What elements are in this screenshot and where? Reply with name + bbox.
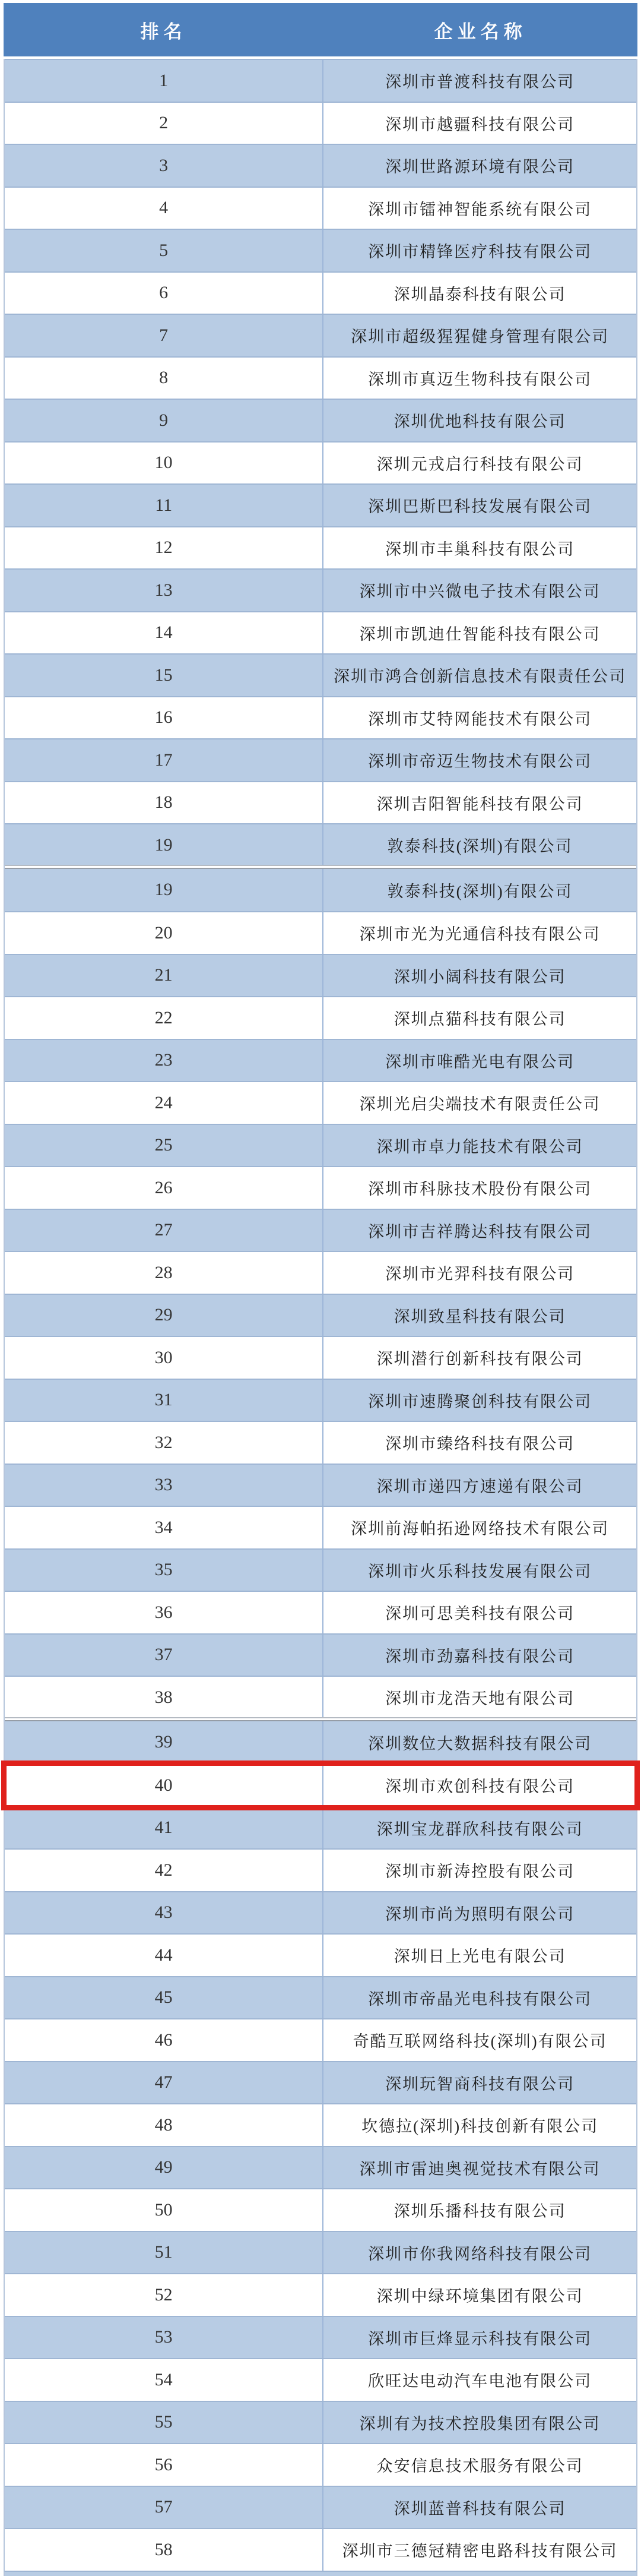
rank-cell: 57 <box>5 2487 323 2528</box>
table-row <box>5 1081 636 1124</box>
rank-cell: 33 <box>5 1465 323 1506</box>
table-row <box>5 399 636 441</box>
company-cell: 深圳小阔科技有限公司 <box>394 968 566 986</box>
rank-cell: 20 <box>5 912 323 954</box>
rank-cell: 42 <box>5 1850 323 1891</box>
rank-cell: 2 <box>5 103 323 144</box>
table-row <box>5 1676 636 1718</box>
company-cell: 深圳市艾特网能技术有限公司 <box>368 710 592 728</box>
rank-cell: 48 <box>5 2104 323 2146</box>
company-cell: 深圳晶泰科技有限公司 <box>394 285 566 304</box>
company-cell: 欣旺达电动汽车电池有限公司 <box>368 2372 592 2391</box>
company-cell: 深圳巴斯巴科技发展有限公司 <box>368 498 592 516</box>
rank-cell: 11 <box>5 485 323 526</box>
table-row <box>5 2273 636 2316</box>
rank-cell: 41 <box>5 1807 323 1849</box>
table-row <box>5 1336 636 1379</box>
company-cell: 深圳优地科技有限公司 <box>394 413 566 431</box>
table-row <box>5 1506 636 1548</box>
company-cell: 深圳市尚为照明有限公司 <box>385 1905 575 1923</box>
company-cell: 深圳有为技术控股集团有限公司 <box>359 2414 601 2433</box>
rank-cell: 22 <box>5 997 323 1039</box>
table-row <box>5 271 636 314</box>
company-cell: 深圳市火乐科技发展有限公司 <box>368 1562 592 1581</box>
table-row <box>5 1251 636 1294</box>
company-cell: 深圳玩智商科技有限公司 <box>385 2075 575 2093</box>
company-cell: 深圳市凯迪仕智能科技有限公司 <box>359 625 601 643</box>
table-row <box>5 1464 636 1506</box>
table-row <box>5 696 636 739</box>
table-row <box>5 1039 636 1082</box>
ranking-table <box>4 3 637 2576</box>
rank-cell: 29 <box>5 1295 323 1336</box>
company-cell: 深圳市巨烽显示科技有限公司 <box>368 2330 592 2348</box>
company-cell: 深圳乐播科技有限公司 <box>394 2202 566 2221</box>
company-cell: 深圳市科脉技术股份有限公司 <box>368 1180 592 1199</box>
table-row <box>5 314 636 356</box>
company-cell: 深圳世路源环境有限公司 <box>385 158 575 176</box>
company-cell: 深圳点猫科技有限公司 <box>394 1010 566 1029</box>
column-header-company: 企业名称 <box>434 21 527 42</box>
company-cell: 深圳市劲嘉科技有限公司 <box>385 1647 575 1665</box>
rank-cell: 24 <box>5 1082 323 1124</box>
table-row <box>5 869 636 912</box>
table-row <box>5 1209 636 1251</box>
rank-cell: 6 <box>5 273 323 314</box>
table-row <box>5 2486 636 2528</box>
company-cell: 深圳致星科技有限公司 <box>394 1307 566 1326</box>
table-row <box>5 229 636 271</box>
table-row <box>5 187 636 229</box>
rank-cell: 3 <box>5 145 323 187</box>
company-cell: 敦泰科技(深圳)有限公司 <box>387 882 573 900</box>
rank-cell: 39 <box>5 1721 323 1764</box>
table-row <box>5 911 636 954</box>
rank-cell: 9 <box>5 400 323 441</box>
company-cell: 深圳市鸿合创新信息技术有限责任公司 <box>334 668 627 686</box>
table-row <box>5 441 636 484</box>
company-cell: 深圳市真迈生物科技有限公司 <box>368 370 592 388</box>
table-row <box>5 2146 636 2189</box>
company-cell: 深圳市你我网络科技有限公司 <box>368 2245 592 2263</box>
table-row <box>5 1124 636 1167</box>
table-row <box>5 1933 636 1976</box>
company-cell: 奇酷互联网络科技(深圳)有限公司 <box>353 2033 607 2051</box>
rank-cell: 10 <box>5 442 323 484</box>
table-row <box>5 59 636 102</box>
rank-cell: 55 <box>5 2402 323 2444</box>
company-cell: 深圳市三德冠精密电路科技有限公司 <box>342 2542 618 2561</box>
rank-cell: 53 <box>5 2317 323 2359</box>
rank-cell: 52 <box>5 2274 323 2316</box>
table-row <box>5 1379 636 1421</box>
table-row <box>5 144 636 187</box>
company-cell: 深圳元戎启行科技有限公司 <box>376 455 583 473</box>
table-row <box>5 781 636 824</box>
rank-cell: 4 <box>5 188 323 229</box>
rank-cell: 17 <box>5 739 323 781</box>
company-cell: 深圳日上光电有限公司 <box>394 1948 566 1966</box>
table-row <box>5 1633 636 1676</box>
rank-cell: 25 <box>5 1125 323 1167</box>
table-row <box>5 2528 636 2571</box>
table-row <box>5 2358 636 2401</box>
table-row <box>5 1763 636 1806</box>
table-row <box>5 2316 636 2359</box>
company-cell: 深圳市臻络科技有限公司 <box>385 1435 575 1453</box>
table-row <box>5 2103 636 2146</box>
table-row <box>5 1421 636 1464</box>
company-cell: 深圳市普渡科技有限公司 <box>385 73 575 91</box>
table-row <box>5 2443 636 2486</box>
table-row <box>5 611 636 654</box>
table-row <box>5 1591 636 1633</box>
rank-cell: 14 <box>5 612 323 654</box>
company-cell: 深圳市新涛控股有限公司 <box>385 1863 575 1881</box>
company-cell: 深圳市帝晶光电科技有限公司 <box>368 1990 592 2008</box>
company-cell: 深圳市光为光通信科技有限公司 <box>359 925 601 944</box>
company-cell: 深圳前海帕拓逊网络技术有限公司 <box>351 1520 610 1538</box>
table-row <box>5 653 636 696</box>
table-row <box>5 996 636 1039</box>
rank-cell: 7 <box>5 315 323 356</box>
company-cell: 敦泰科技(深圳)有限公司 <box>387 837 573 856</box>
rank-cell: 30 <box>5 1337 323 1379</box>
rank-cell: 31 <box>5 1380 323 1421</box>
company-cell: 众安信息技术服务有限公司 <box>376 2457 583 2476</box>
table-row <box>5 954 636 997</box>
table-row <box>5 2188 636 2231</box>
company-cell: 深圳中绿环境集团有限公司 <box>376 2287 583 2306</box>
rank-cell: 38 <box>5 1677 323 1718</box>
company-cell: 深圳潜行创新科技有限公司 <box>376 1350 583 1368</box>
table-row <box>5 568 636 611</box>
rank-cell: 34 <box>5 1507 323 1548</box>
table-row <box>5 1721 636 1764</box>
rank-cell: 37 <box>5 1635 323 1676</box>
company-cell: 深圳市吉祥腾达科技有限公司 <box>368 1222 592 1241</box>
company-cell: 深圳可思美科技有限公司 <box>385 1605 575 1623</box>
table-row <box>5 1294 636 1336</box>
rank-cell: 56 <box>5 2444 323 2486</box>
rank-cell: 49 <box>5 2147 323 2189</box>
company-cell: 深圳市卓力能技术有限公司 <box>376 1137 583 1156</box>
table-row <box>5 1806 636 1849</box>
company-cell: 深圳市雷迪奥视觉技术有限公司 <box>359 2160 601 2178</box>
column-header-rank: 排名 <box>140 21 187 42</box>
table-row <box>5 2061 636 2104</box>
company-cell: 深圳市欢创科技有限公司 <box>385 1778 575 1796</box>
table-row <box>5 2401 636 2444</box>
company-cell: 深圳市越疆科技有限公司 <box>385 115 575 134</box>
table-row <box>5 102 636 144</box>
rank-cell: 19 <box>5 869 323 912</box>
table-row <box>5 356 636 399</box>
rank-cell: 36 <box>5 1592 323 1633</box>
table-row <box>5 1891 636 1934</box>
company-cell: 深圳数位大数据科技有限公司 <box>368 1734 592 1753</box>
rank-cell: 15 <box>5 655 323 696</box>
rank-cell: 16 <box>5 697 323 739</box>
company-cell: 坎德拉(深圳)科技创新有限公司 <box>361 2117 599 2136</box>
company-cell: 深圳蓝普科技有限公司 <box>394 2499 566 2518</box>
company-cell: 深圳市丰巢科技有限公司 <box>385 540 575 558</box>
company-cell: 深圳市龙浩天地有限公司 <box>385 1690 575 1708</box>
company-cell: 深圳市唯酷光电有限公司 <box>385 1052 575 1071</box>
rank-cell: 58 <box>5 2529 323 2571</box>
rank-cell: 5 <box>5 230 323 271</box>
rank-cell: 27 <box>5 1210 323 1251</box>
table-header-row <box>4 3 637 59</box>
rank-cell: 26 <box>5 1167 323 1209</box>
company-cell: 深圳市光羿科技有限公司 <box>385 1265 575 1284</box>
rank-cell: 44 <box>5 1935 323 1976</box>
table-row <box>5 2231 636 2274</box>
company-cell: 深圳市镭神智能系统有限公司 <box>368 200 592 219</box>
company-cell: 深圳市超级猩猩健身管理有限公司 <box>351 328 610 346</box>
rank-cell: 50 <box>5 2189 323 2231</box>
company-cell: 深圳市速腾聚创科技有限公司 <box>368 1392 592 1411</box>
table-row <box>5 1166 636 1209</box>
rank-cell: 13 <box>5 570 323 611</box>
table-row <box>5 823 636 866</box>
rank-cell: 1 <box>5 60 323 102</box>
rank-cell: 43 <box>5 1892 323 1934</box>
table-row <box>5 1848 636 1891</box>
rank-cell: 51 <box>5 2232 323 2274</box>
company-cell: 深圳吉阳智能科技有限公司 <box>376 795 583 813</box>
rank-cell: 19 <box>5 824 323 866</box>
company-cell: 深圳市中兴微电子技术有限公司 <box>359 583 601 601</box>
table-row <box>5 738 636 781</box>
rank-cell: 8 <box>5 358 323 399</box>
rank-cell: 40 <box>5 1765 323 1806</box>
rank-cell: 54 <box>5 2359 323 2401</box>
rank-cell: 45 <box>5 1977 323 2019</box>
table-row <box>5 483 636 526</box>
company-cell: 深圳市递四方速递有限公司 <box>376 1477 583 1496</box>
rank-cell: 32 <box>5 1422 323 1464</box>
rank-cell: 46 <box>5 2019 323 2061</box>
company-cell: 深圳光启尖端技术有限责任公司 <box>359 1095 601 1114</box>
company-cell: 深圳市帝迈生物技术有限公司 <box>368 753 592 771</box>
table-row <box>5 2018 636 2061</box>
company-cell: 深圳宝龙群欣科技有限公司 <box>376 1820 583 1838</box>
table-row <box>5 1548 636 1591</box>
rank-cell: 28 <box>5 1252 323 1294</box>
rank-cell: 23 <box>5 1040 323 1082</box>
rank-cell: 18 <box>5 782 323 824</box>
rank-cell: 47 <box>5 2062 323 2104</box>
table-row <box>5 1976 636 2019</box>
table-row <box>5 526 636 569</box>
rank-cell: 35 <box>5 1550 323 1591</box>
rank-cell: 12 <box>5 527 323 569</box>
rank-cell: 21 <box>5 955 323 997</box>
table-body <box>4 59 637 2571</box>
next-row-sliver <box>4 2571 637 2576</box>
company-cell: 深圳市精锋医疗科技有限公司 <box>368 243 592 261</box>
